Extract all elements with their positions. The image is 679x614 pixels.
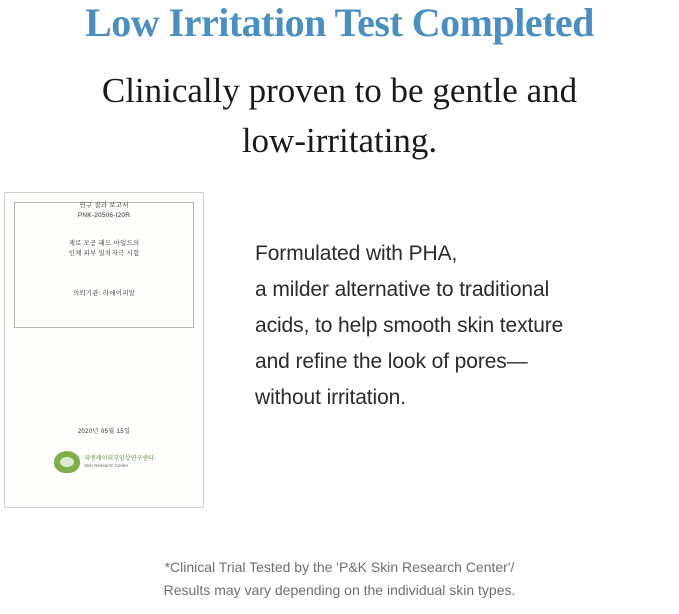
footnote	[0, 556, 679, 602]
body-line-5: without irritation.	[255, 386, 406, 410]
certificate-title-block	[5, 201, 203, 221]
certificate-subject-line-1: 제로 모공 패드 마일드의	[68, 240, 140, 247]
body-line-4: and refine the look of pores—	[255, 350, 528, 374]
body-copy	[255, 236, 679, 417]
certificate-image	[4, 192, 208, 508]
certificate-subject-line-2: 인체 피부 일차자극 시험	[68, 250, 140, 258]
certificate-logo	[5, 451, 203, 473]
certificate-title-line-2: PNK-20506-I20R	[77, 212, 131, 220]
body-line-1: Formulated with PHA,	[255, 242, 458, 265]
certificate-logo-text	[84, 456, 154, 469]
content-row	[0, 192, 679, 508]
leaf-icon	[54, 451, 80, 473]
certificate-client-block	[5, 289, 203, 299]
certificate-title-line-1: 연구 결과 보고서	[79, 202, 129, 209]
body-line-3: acids, to help smooth skin texture	[255, 314, 564, 338]
certificate-logo-name-kr: 피엔케이피부임상연구센타	[84, 455, 154, 462]
certificate-logo-name-en: Skin Research Center	[84, 462, 129, 468]
body-line-2: a milder alternative to traditional	[255, 278, 550, 302]
certificate-document	[4, 192, 204, 508]
subheadline-line-2: low-irritating.	[241, 120, 438, 160]
subheadline	[40, 66, 640, 165]
subheadline-line-1: Clinically proven to be gentle and	[101, 71, 578, 110]
footnote-line-2: Results may vary depending on the individual skin types.	[163, 581, 516, 598]
page-title: Low Irritation Test Completed	[85, 0, 594, 45]
certificate-subject-block	[5, 239, 203, 259]
footnote-line-1: *Clinical Trial Tested by the 'P&K Skin Research Center'/	[164, 558, 515, 575]
certificate-client-line: 의뢰기관: 라에이피알	[72, 290, 136, 297]
certificate-date: 2020년 05월 15일	[77, 429, 131, 435]
